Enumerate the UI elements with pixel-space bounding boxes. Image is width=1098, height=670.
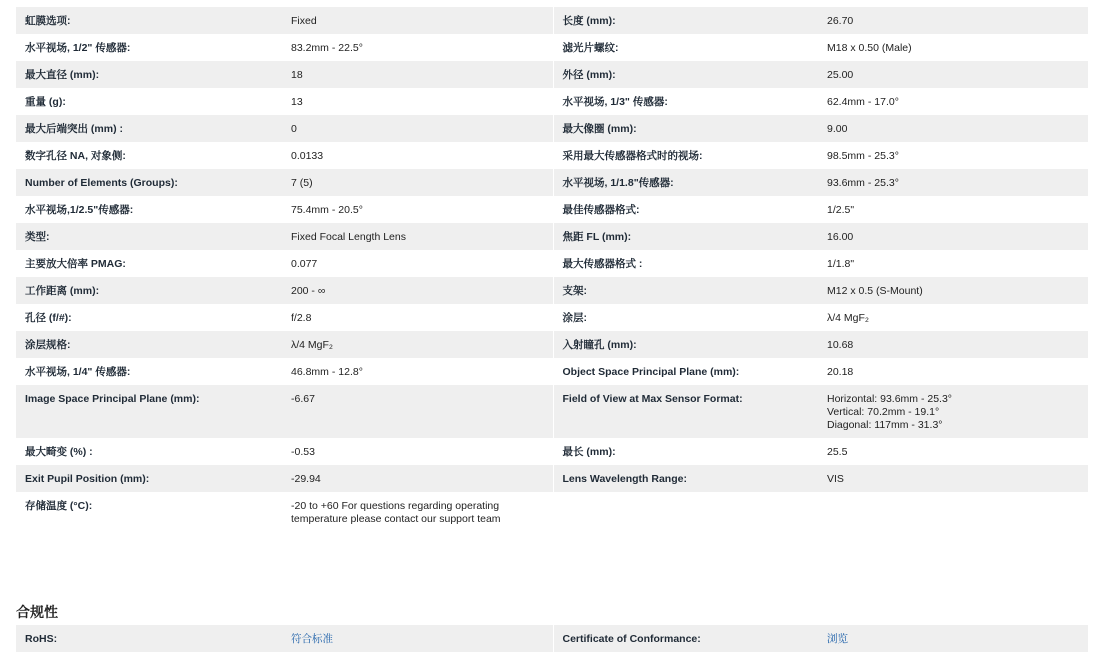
compliance-row	[16, 625, 1088, 652]
spec-label-left: 重量 (g):	[25, 96, 66, 108]
spec-value-right	[818, 492, 1088, 532]
spec-value-right: Horizontal: 93.6mm - 25.3° Vertical: 70.2mm - 19.1° Diagonal: 117mm - 31.3°	[818, 385, 1088, 438]
spec-value-right: 20.18	[827, 366, 854, 378]
spec-label-right: 滤光片螺纹:	[562, 42, 619, 54]
spec-label-right: 长度 (mm):	[553, 7, 818, 34]
spec-value-left: 75.4mm - 20.5°	[282, 196, 553, 223]
spec-value-left: 0.077	[282, 250, 553, 277]
spec-row	[16, 250, 1088, 277]
spec-label-right: Field of View at Max Sensor Format:	[553, 385, 818, 438]
spec-label-right: 焦距 FL (mm):	[553, 223, 818, 250]
spec-value-left: 7 (5)	[282, 169, 553, 196]
spec-label-right: 外径 (mm):	[553, 61, 818, 88]
rohs-label: RoHS:	[16, 625, 282, 652]
spec-row	[16, 61, 1088, 88]
spec-label-right	[553, 492, 818, 532]
spec-value-left: 18	[282, 61, 553, 88]
spec-value-left: f/2.8	[282, 304, 553, 331]
spec-value-left: -29.94	[282, 465, 553, 492]
spec-row	[16, 358, 1088, 385]
spec-label-right: Object Space Principal Plane (mm):	[562, 366, 740, 378]
spec-label-left: Image Space Principal Plane (mm):	[16, 385, 282, 438]
spec-row	[16, 277, 1088, 304]
spec-label-right: Lens Wavelength Range:	[553, 465, 818, 492]
spec-row	[16, 196, 1088, 223]
spec-value-right: 93.6mm - 25.3°	[818, 169, 1088, 196]
spec-label-left: 数字孔径 NA, 对象侧:	[25, 150, 126, 162]
spec-row	[16, 438, 1088, 465]
compliance-table	[16, 625, 1088, 652]
spec-row	[16, 492, 1088, 532]
spec-label-left: 存储温度 (°C):	[25, 500, 93, 512]
spec-value-right: 26.70	[818, 7, 1088, 34]
specifications-table	[16, 7, 1088, 532]
rohs-compliant-link[interactable]: 符合标准	[291, 633, 333, 645]
spec-value-left: 13	[282, 88, 553, 115]
spec-value-right: 25.5	[827, 446, 848, 458]
spec-value-left: 200 - ∞	[282, 277, 553, 304]
spec-value-right: λ/4 MgF₂	[827, 312, 869, 324]
spec-row	[16, 169, 1088, 196]
spec-label-right: 最佳传感器格式:	[562, 204, 640, 216]
spec-value-right: 9.00	[818, 115, 1088, 142]
spec-label-right: 入射瞳孔 (mm):	[553, 331, 818, 358]
spec-value-right: 62.4mm - 17.0°	[827, 96, 899, 108]
spec-value-right: 16.00	[818, 223, 1088, 250]
spec-label-right: 水平视场, 1/1.8"传感器:	[553, 169, 818, 196]
spec-value-right: 10.68	[818, 331, 1088, 358]
spec-label-right: 水平视场, 1/3" 传感器:	[562, 96, 668, 108]
spec-row	[16, 331, 1088, 358]
spec-label-left: 工作距离 (mm):	[16, 277, 282, 304]
certificate-view-link[interactable]: 浏览	[827, 633, 848, 645]
spec-value-left: Fixed Focal Length Lens	[282, 223, 553, 250]
spec-value-left: -0.53	[282, 438, 553, 465]
spec-label-left: 类型:	[16, 223, 282, 250]
spec-row	[16, 304, 1088, 331]
spec-row	[16, 34, 1088, 61]
spec-value-right: M12 x 0.5 (S-Mount)	[818, 277, 1088, 304]
spec-row	[16, 88, 1088, 115]
spec-label-left: Exit Pupil Position (mm):	[16, 465, 282, 492]
spec-label-left: 虹膜选项:	[16, 7, 282, 34]
spec-label-right: 最长 (mm):	[562, 446, 616, 458]
spec-label-left: 最大畸变 (%) :	[25, 446, 93, 458]
spec-value-left: -6.67	[282, 385, 553, 438]
spec-value-left: 46.8mm - 12.8°	[282, 358, 553, 385]
spec-value-left: λ/4 MgF₂	[282, 331, 553, 358]
spec-value-right: 1/1.8"	[827, 258, 855, 270]
spec-value-right: 1/2.5"	[827, 204, 855, 216]
spec-value-right: VIS	[818, 465, 1088, 492]
spec-label-left: 最大后端突出 (mm) :	[16, 115, 282, 142]
certificate-of-conformance-label: Certificate of Conformance:	[553, 625, 818, 652]
spec-row	[16, 465, 1088, 492]
spec-label-right: 支架:	[553, 277, 818, 304]
spec-row	[16, 223, 1088, 250]
spec-label-right: 最大像圈 (mm):	[553, 115, 818, 142]
spec-label-left: 孔径 (f/#):	[25, 312, 72, 324]
spec-label-right: 最大传感器格式 :	[562, 258, 643, 270]
spec-label-left: 涂层规格:	[16, 331, 282, 358]
spec-label-left: 主要放大倍率 PMAG:	[25, 258, 126, 270]
spec-label-left: 最大直径 (mm):	[16, 61, 282, 88]
compliance-section-title: 合规性	[16, 604, 58, 620]
spec-value-left: 0.0133	[282, 142, 553, 169]
spec-label-left: 水平视场, 1/4" 传感器:	[25, 366, 131, 378]
spec-value-left: -20 to +60 For questions regarding operating temperature please contact our support team	[282, 492, 553, 532]
spec-row	[16, 142, 1088, 169]
spec-label-left: 水平视场, 1/2" 传感器:	[25, 42, 131, 54]
spec-value-left: 0	[282, 115, 553, 142]
spec-value-right: 25.00	[818, 61, 1088, 88]
spec-label-left: 水平视场,1/2.5"传感器:	[25, 204, 134, 216]
spec-value-right: 98.5mm - 25.3°	[827, 150, 899, 162]
spec-row	[16, 385, 1088, 438]
spec-label-left: Number of Elements (Groups):	[16, 169, 282, 196]
spec-label-right: 涂层:	[562, 312, 587, 324]
spec-row	[16, 7, 1088, 34]
spec-label-right: 采用最大传感器格式时的视场:	[562, 150, 703, 162]
specifications-body	[16, 7, 1088, 532]
spec-value-right: M18 x 0.50 (Male)	[827, 42, 912, 54]
spec-value-left: Fixed	[282, 7, 553, 34]
spec-row	[16, 115, 1088, 142]
spec-value-left: 83.2mm - 22.5°	[282, 34, 553, 61]
